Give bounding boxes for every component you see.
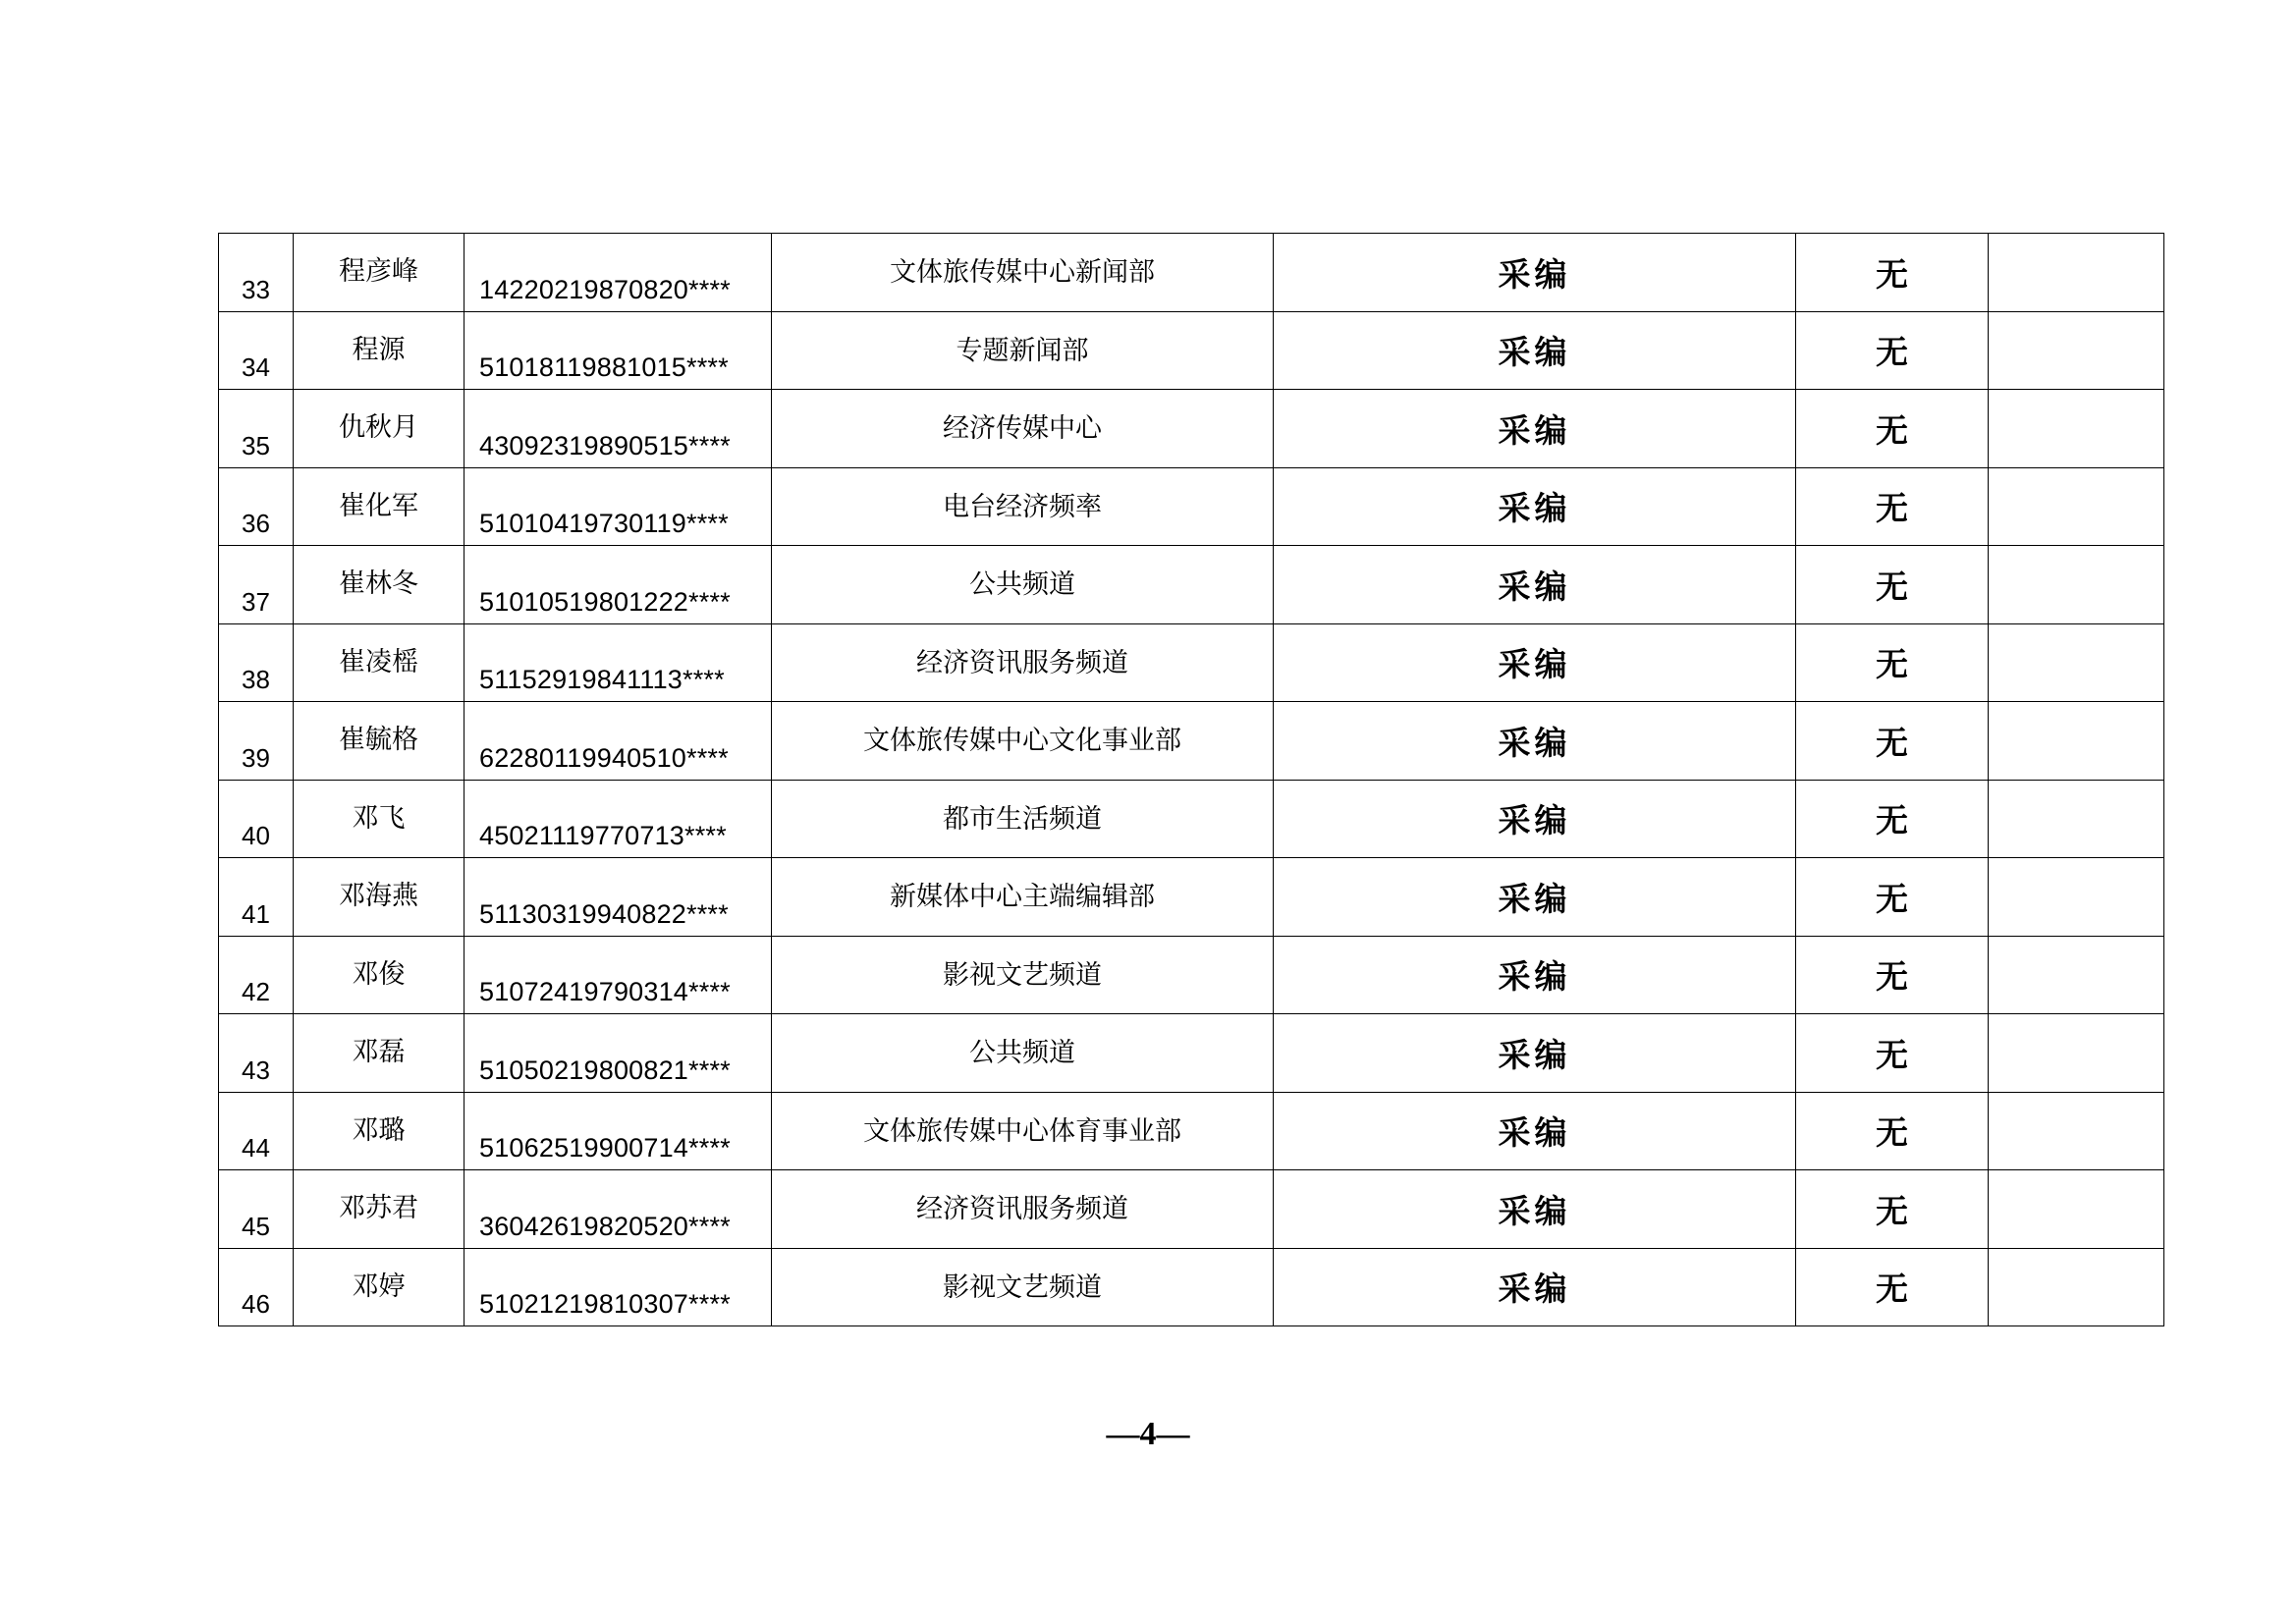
table-row [219,1170,2164,1249]
row-number-cell [219,1092,294,1170]
row-number-cell-text: 33 [242,274,270,304]
record-cell [1796,780,1989,858]
department-cell-text: 影视文艺频道 [943,1271,1102,1303]
id-number-cell-text: 51072419790314**** [479,977,731,1006]
position-cell [1274,858,1796,937]
position-cell [1274,1092,1796,1170]
table-row [219,702,2164,781]
row-number-cell [219,623,294,702]
position-cell [1274,936,1796,1014]
record-cell [1796,702,1989,781]
position-cell-text: 采编 [1498,879,1571,918]
row-number-cell-text: 42 [242,977,270,1006]
id-number-cell-text: 51062519900714**** [479,1133,731,1163]
name-cell-text: 邓婷 [352,1271,406,1302]
id-number-cell [465,311,772,390]
note-cell [1989,234,2164,312]
row-number-cell [219,390,294,468]
record-cell [1796,234,1989,312]
department-cell [772,546,1274,624]
id-number-cell [465,702,772,781]
table-row [219,1092,2164,1170]
table-body [219,234,2164,1326]
row-number-cell [219,546,294,624]
position-cell-text: 采编 [1498,1035,1571,1074]
record-cell [1796,467,1989,546]
row-number-cell [219,780,294,858]
position-cell [1274,546,1796,624]
record-cell [1796,1092,1989,1170]
department-cell [772,936,1274,1014]
record-cell [1796,936,1989,1014]
row-number-cell-text: 44 [242,1133,270,1163]
department-cell-text: 经济资讯服务频道 [916,647,1128,678]
name-cell-text: 邓璐 [352,1114,406,1146]
row-number-cell [219,234,294,312]
table-row [219,390,2164,468]
department-cell-text: 经济传媒中心 [943,413,1102,444]
position-cell [1274,467,1796,546]
row-number-cell-text: 35 [242,430,270,460]
record-cell [1796,1248,1989,1326]
id-number-cell [465,623,772,702]
position-cell [1274,1014,1796,1093]
department-cell [772,467,1274,546]
row-number-cell-text: 46 [242,1289,270,1319]
department-cell-text: 公共频道 [969,1038,1075,1068]
id-number-cell-text: 51021219810307**** [479,1289,731,1319]
position-cell-text: 采编 [1498,254,1571,294]
note-cell [1989,702,2164,781]
id-number-cell [465,780,772,858]
name-cell [294,702,465,781]
name-cell-text: 邓俊 [352,958,406,990]
row-number-cell [219,467,294,546]
position-cell-text: 采编 [1498,1191,1571,1230]
department-cell-text: 新媒体中心主端编辑部 [890,882,1155,912]
id-number-cell [465,1092,772,1170]
id-number-cell [465,1170,772,1249]
name-cell [294,234,465,312]
department-cell-text: 文体旅传媒中心新闻部 [890,257,1155,288]
department-cell [772,1092,1274,1170]
department-cell [772,234,1274,312]
position-cell [1274,623,1796,702]
department-cell [772,1248,1274,1326]
record-cell-text: 无 [1876,801,1908,840]
department-cell [772,623,1274,702]
id-number-cell-text: 51010419730119**** [479,509,729,538]
record-cell [1796,311,1989,390]
id-number-cell-text: 51130319940822**** [479,898,729,929]
id-number-cell-text: 51050219800821**** [479,1055,731,1085]
name-cell [294,546,465,624]
record-cell [1796,1014,1989,1093]
row-number-cell [219,1248,294,1326]
record-cell-text: 无 [1876,1270,1908,1309]
row-number-cell [219,311,294,390]
row-number-cell [219,1014,294,1093]
note-cell [1989,780,2164,858]
record-cell-text: 无 [1876,333,1908,372]
position-cell-text: 采编 [1498,723,1571,762]
row-number-cell-text: 37 [242,586,270,617]
name-cell [294,1170,465,1249]
id-number-cell-text: 51152919841113**** [479,665,725,694]
id-number-cell-text: 51018119881015**** [479,352,729,382]
record-cell [1796,623,1989,702]
position-cell [1274,702,1796,781]
record-cell-text: 无 [1876,567,1908,606]
note-cell [1989,1014,2164,1093]
record-cell [1796,858,1989,937]
id-number-cell [465,467,772,546]
row-number-cell-text: 43 [242,1055,270,1085]
record-cell-text: 无 [1876,723,1908,762]
name-cell-text: 程源 [352,334,406,365]
record-cell-text: 无 [1876,1035,1908,1074]
id-number-cell [465,234,772,312]
id-number-cell [465,390,772,468]
name-cell-text: 崔凌榣 [339,646,418,677]
note-cell [1989,1092,2164,1170]
position-cell-text: 采编 [1498,1270,1571,1309]
name-cell-text: 程彦峰 [339,256,418,287]
name-cell [294,1092,465,1170]
name-cell [294,936,465,1014]
table-row [219,1248,2164,1326]
row-number-cell-text: 45 [242,1211,270,1241]
note-cell [1989,623,2164,702]
record-cell-text: 无 [1876,1191,1908,1230]
position-cell-text: 采编 [1498,410,1571,450]
department-cell [772,311,1274,390]
row-number-cell [219,858,294,937]
table-row [219,858,2164,937]
id-number-cell [465,1248,772,1326]
row-number-cell [219,936,294,1014]
id-number-cell-text: 51010519801222**** [479,586,731,617]
note-cell [1989,467,2164,546]
department-cell [772,858,1274,937]
record-cell-text: 无 [1876,879,1908,918]
id-number-cell-text: 43092319890515**** [479,430,731,460]
name-cell [294,467,465,546]
id-number-cell [465,936,772,1014]
record-cell-text: 无 [1876,410,1908,450]
id-number-cell-text: 14220219870820**** [479,274,731,304]
name-cell-text: 崔毓格 [339,725,418,755]
note-cell [1989,311,2164,390]
staff-table [218,233,2164,1326]
note-cell [1989,1170,2164,1249]
department-cell [772,702,1274,781]
row-number-cell-text: 39 [242,742,270,773]
record-cell-text: 无 [1876,489,1908,528]
row-number-cell-text: 41 [242,898,270,929]
position-cell-text: 采编 [1498,1113,1571,1153]
name-cell-text: 崔化军 [339,490,418,521]
position-cell-text: 采编 [1498,645,1571,684]
name-cell [294,623,465,702]
position-cell [1274,311,1796,390]
id-number-cell-text: 45021119770713**** [479,821,727,850]
record-cell-text: 无 [1876,957,1908,997]
table-row [219,936,2164,1014]
note-cell [1989,546,2164,624]
position-cell [1274,780,1796,858]
id-number-cell-text: 62280119940510**** [479,742,729,773]
row-number-cell-text: 38 [242,665,270,694]
row-number-cell-text: 40 [242,821,270,850]
record-cell [1796,390,1989,468]
page-number: —4— [1106,1416,1190,1452]
name-cell [294,311,465,390]
name-cell-text: 邓苏君 [339,1193,418,1223]
name-cell-text: 仇秋月 [339,412,418,443]
department-cell-text: 经济资讯服务频道 [916,1194,1128,1224]
department-cell [772,1170,1274,1249]
name-cell-text: 邓飞 [352,802,406,834]
name-cell [294,858,465,937]
note-cell [1989,936,2164,1014]
department-cell [772,780,1274,858]
position-cell-text: 采编 [1498,333,1571,372]
position-cell [1274,390,1796,468]
id-number-cell-text: 36042619820520**** [479,1211,731,1241]
name-cell [294,1014,465,1093]
department-cell [772,390,1274,468]
position-cell-text: 采编 [1498,567,1571,606]
note-cell [1989,390,2164,468]
row-number-cell-text: 34 [242,352,270,382]
department-cell-text: 专题新闻部 [956,335,1089,366]
name-cell [294,390,465,468]
department-cell-text: 都市生活频道 [943,803,1102,835]
department-cell-text: 影视文艺频道 [943,959,1102,991]
department-cell-text: 电台经济频率 [943,491,1102,522]
id-number-cell [465,1014,772,1093]
id-number-cell [465,546,772,624]
note-cell [1989,858,2164,937]
table-row [219,467,2164,546]
department-cell-text: 文体旅传媒中心文化事业部 [863,726,1181,756]
position-cell-text: 采编 [1498,957,1571,997]
id-number-cell [465,858,772,937]
table-row [219,623,2164,702]
position-cell-text: 采编 [1498,489,1571,528]
department-cell-text: 公共频道 [969,569,1075,600]
record-cell [1796,546,1989,624]
position-cell [1274,234,1796,312]
department-cell-text: 文体旅传媒中心体育事业部 [863,1115,1181,1147]
name-cell [294,1248,465,1326]
name-cell [294,780,465,858]
table-row [219,311,2164,390]
record-cell-text: 无 [1876,254,1908,294]
name-cell-text: 邓磊 [352,1037,406,1067]
record-cell-text: 无 [1876,1113,1908,1153]
table-row [219,546,2164,624]
table-row [219,234,2164,312]
record-cell [1796,1170,1989,1249]
position-cell [1274,1170,1796,1249]
position-cell [1274,1248,1796,1326]
name-cell-text: 邓海燕 [339,881,418,911]
position-cell-text: 采编 [1498,801,1571,840]
row-number-cell [219,1170,294,1249]
record-cell-text: 无 [1876,645,1908,684]
note-cell [1989,1248,2164,1326]
row-number-cell-text: 36 [242,509,270,538]
name-cell-text: 崔林冬 [339,568,418,599]
department-cell [772,1014,1274,1093]
table-row [219,1014,2164,1093]
row-number-cell [219,702,294,781]
table-row [219,780,2164,858]
